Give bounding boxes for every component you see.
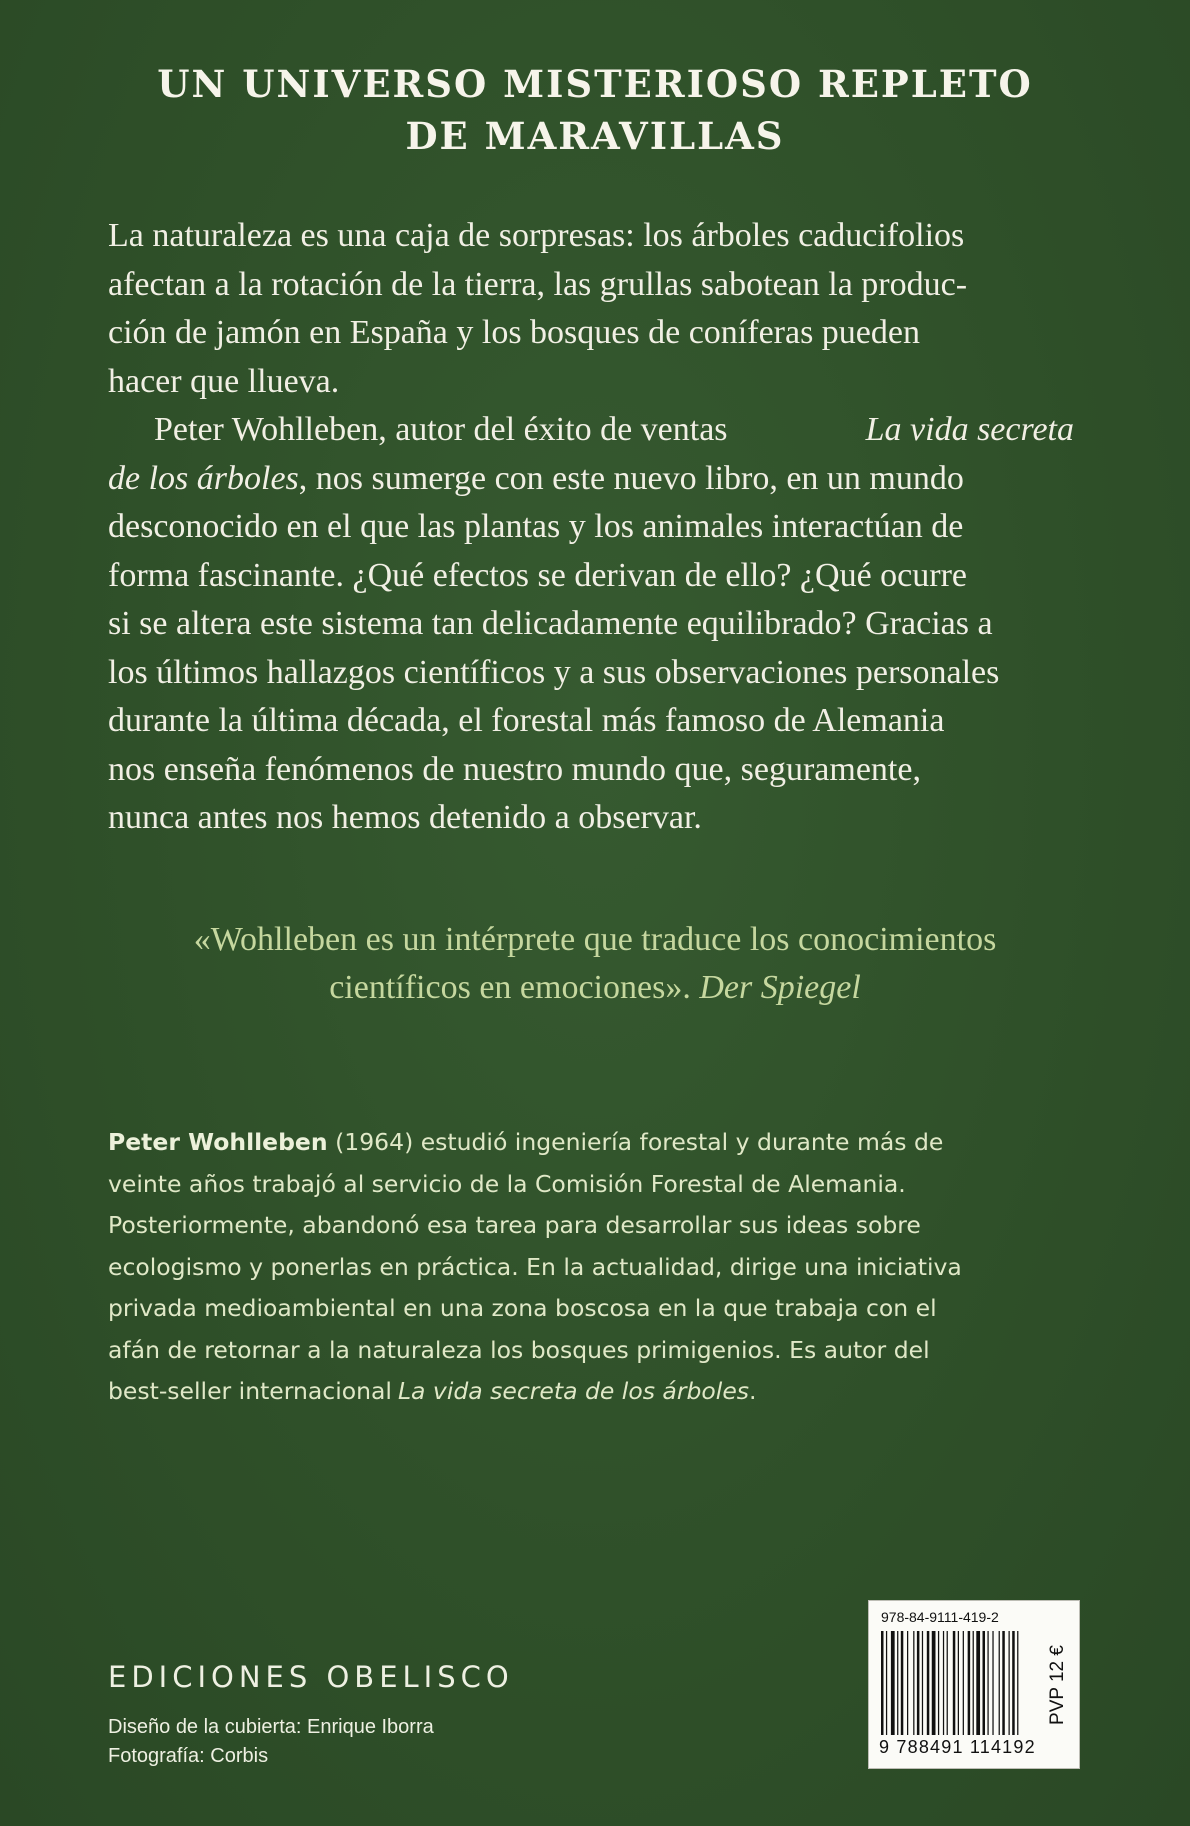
synopsis-line: forma fascinante. ¿Qué efectos se derivan de ello? ¿Qué ocurre <box>108 556 967 594</box>
book-title-italic: La vida secreta de los árboles <box>397 1377 750 1405</box>
headline-line-2: DE MARAVILLAS <box>405 114 785 158</box>
author-name: Peter Wohlleben <box>108 1128 328 1156</box>
press-quote <box>0 916 1190 1012</box>
publisher-logo: EDICIONES OBELISCO <box>108 1660 514 1694</box>
barcode-icon <box>879 1631 1039 1735</box>
headline-line-1: UN UNIVERSO MISTERIOSO REPLETO <box>157 62 1033 106</box>
bio-line: veinte años trabajó al servicio de la Comisión Forestal de Alemania. <box>108 1169 906 1198</box>
bio-line <box>108 1371 1074 1413</box>
synopsis-text <box>108 455 964 504</box>
synopsis-line: nunca antes nos hemos detenido a observar. <box>108 799 702 836</box>
synopsis-line: hacer que llueva. <box>108 362 340 400</box>
synopsis-line: La naturaleza es una caja de sorpresas: los árboles caducifolios <box>108 217 965 254</box>
book-title-italic: de los árboles <box>108 459 299 497</box>
bio-line: Posteriormente, abandonó esa tarea para desarrollar sus ideas sobre <box>108 1211 921 1239</box>
photo-credit: Fotografía: Corbis <box>108 1745 269 1767</box>
cover-design-credit: Diseño de la cubierta: Enrique Iborra <box>108 1716 434 1738</box>
isbn-text: 978-84-9111-419-2 <box>881 1609 999 1625</box>
synopsis-line: afectan a la rotación de la tierra, las grullas sabotean la produc- <box>108 265 968 303</box>
quote-line-2 <box>0 964 1190 1012</box>
bio-line: afán de retornar a la naturaleza los bosques primigenios. Es autor del <box>108 1335 930 1364</box>
bio-line: privada medioambiental en una zona boscosa en la que trabaja con el <box>108 1294 937 1322</box>
quote-text: científicos en emociones». <box>329 969 691 1006</box>
quote-line-1: «Wohlleben es un intérprete que traduce los conocimientos <box>193 921 997 958</box>
synopsis-text: Peter Wohlleben, autor del éxito de ventas <box>154 411 728 448</box>
bio-text <box>108 1122 943 1164</box>
bio-line <box>108 1122 1074 1164</box>
synopsis-line: los últimos hallazgos científicos y a sus observaciones personales <box>108 653 1000 691</box>
synopsis-line <box>108 406 1074 455</box>
book-title-italic: La vida secreta <box>865 411 1074 448</box>
cover-headline <box>0 58 1190 162</box>
synopsis-line: nos enseña fenómenos de nuestro mundo que, seguramente, <box>108 750 921 788</box>
synopsis-line: desconocido en el que las plantas y los animales interactúan de <box>108 508 964 545</box>
synopsis <box>108 212 1074 843</box>
quote-source: Der Spiegel <box>699 969 861 1006</box>
bio-text: best-seller internacional <box>108 1377 392 1405</box>
synopsis-line <box>108 455 1074 504</box>
synopsis-text: , nos sumerge con este nuevo libro, en un mundo <box>298 459 964 497</box>
synopsis-line: durante la última década, el forestal más famoso de Alemania <box>108 702 945 739</box>
barcode-label <box>868 1600 1080 1769</box>
ean-number: 9 788491 114192 <box>879 1737 1036 1757</box>
synopsis-line: si se altera este sistema tan delicadamente equilibrado? Gracias a <box>108 605 993 642</box>
author-bio <box>108 1122 1074 1413</box>
bio-text: (1964) estudió ingeniería forestal y durante más de <box>335 1128 944 1156</box>
price-label: PVP 12 € <box>1047 1645 1068 1725</box>
bio-period: . <box>749 1377 757 1405</box>
synopsis-line: ción de jamón en España y los bosques de coníferas pueden <box>108 314 920 351</box>
bio-text <box>398 1371 757 1413</box>
bio-line: ecologismo y ponerlas en práctica. En la actualidad, dirige una iniciativa <box>108 1252 962 1281</box>
